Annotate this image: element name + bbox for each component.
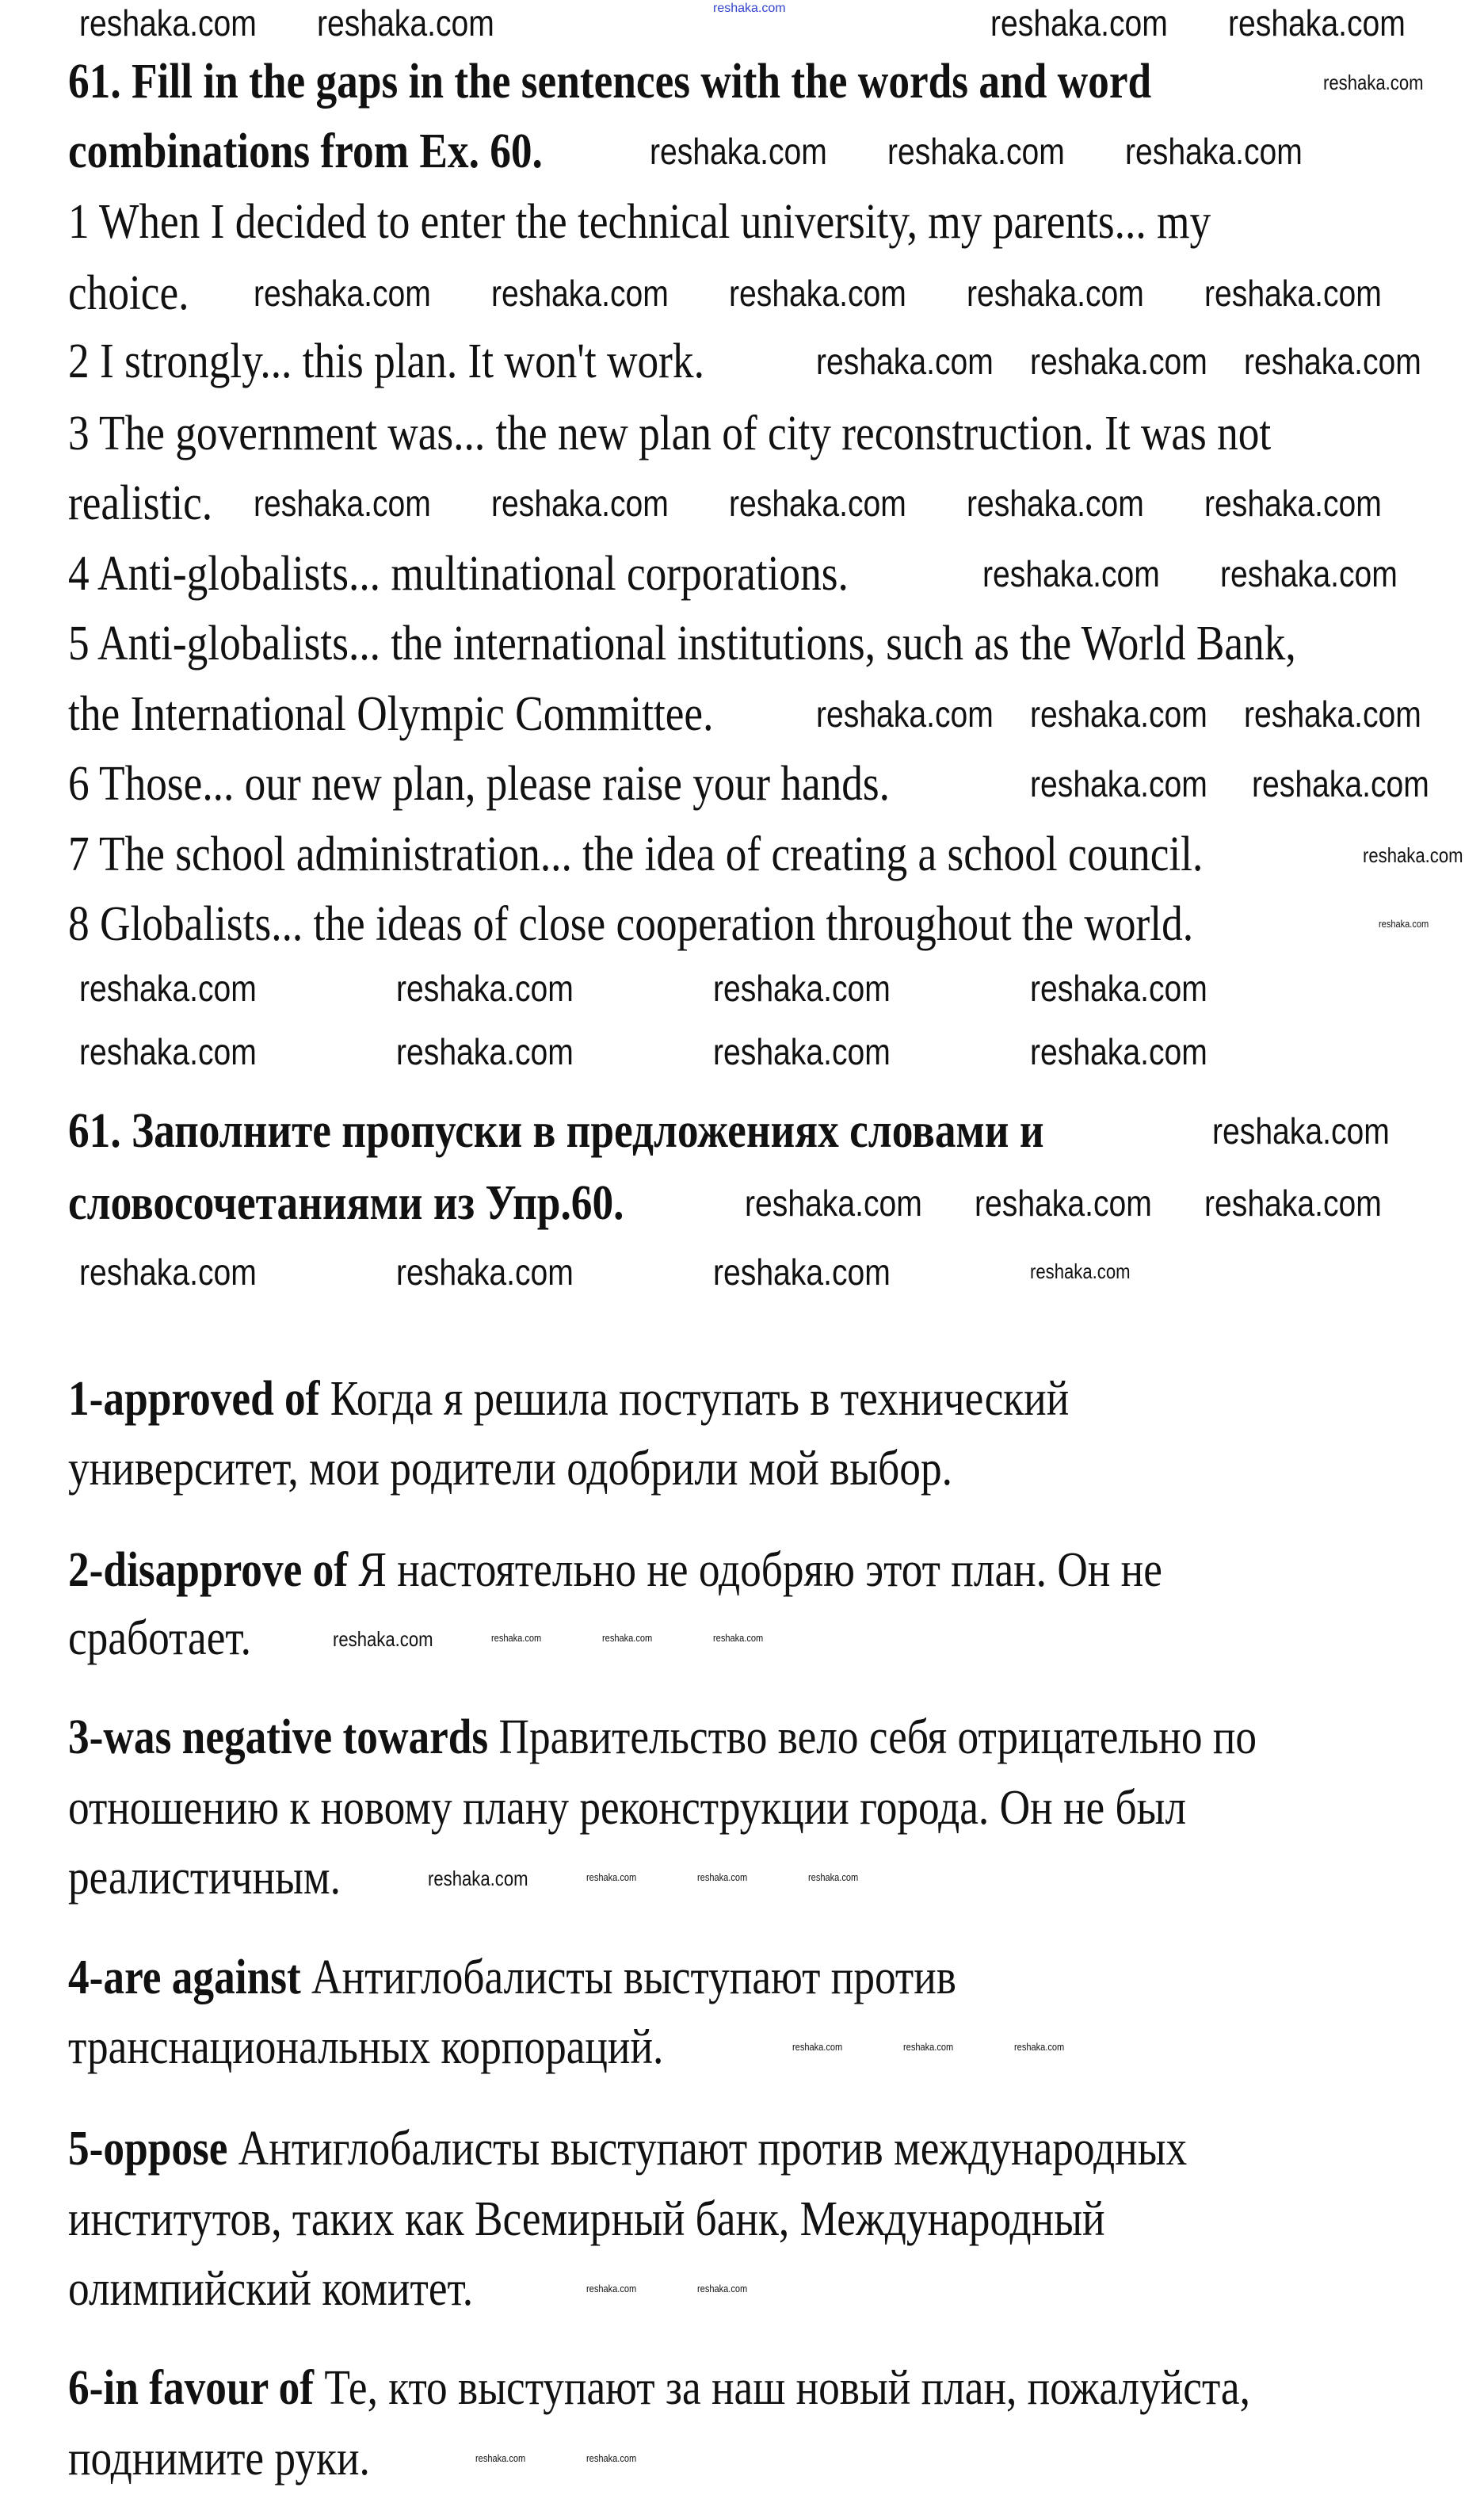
watermark-text: reshaka.com: [729, 483, 906, 524]
watermark-text: reshaka.com: [586, 1871, 637, 1883]
watermark-text: reshaka.com: [602, 1632, 653, 1644]
english-title-cont: combinations from Ex. 60.: [68, 124, 543, 178]
watermark-text: reshaka.com: [816, 694, 994, 735]
watermark-text: reshaka.com: [1228, 2, 1406, 44]
watermark-text: reshaka.com: [1379, 918, 1429, 930]
watermark-text: reshaka.com: [1030, 1259, 1131, 1283]
watermark-text: reshaka.com: [713, 1632, 764, 1644]
watermark-text: reshaka.com: [1030, 341, 1207, 382]
sentence-line: 8 Globalists... the ideas of close cooperation throughout the world.: [68, 897, 1194, 951]
answer-4: [68, 1942, 956, 2013]
watermark-text: reshaka.com: [816, 341, 994, 382]
watermark-text: reshaka.com: [317, 2, 494, 44]
watermark-text: reshaka.com: [254, 273, 431, 314]
answer-key: 3-was negative towards: [68, 1710, 489, 1764]
watermark-text: reshaka.com: [967, 273, 1144, 314]
sentence-line: 7 The school administration... the idea of creating a school council.: [68, 827, 1204, 881]
watermark-text: reshaka.com: [990, 2, 1168, 44]
watermark-text: reshaka.com: [1220, 553, 1398, 594]
watermark-text: reshaka.com: [79, 1031, 257, 1072]
watermark-text: reshaka.com: [808, 1871, 859, 1883]
watermark-text: reshaka.com: [254, 483, 431, 524]
answer-text: реалистичным.: [68, 1851, 341, 1905]
watermark-text: reshaka.com: [1244, 341, 1421, 382]
answer-2: [68, 1534, 1162, 1606]
russian-title: 61. Заполните пропуски в предложениях словами и: [68, 1104, 1044, 1158]
answer-text: Антиглобалисты выступают против международных: [227, 2122, 1188, 2176]
answer-text: отношению к новому плану реконструкции города. Он не был: [68, 1781, 1187, 1835]
watermark-text: reshaka.com: [967, 483, 1144, 524]
answer-3: [68, 1702, 1257, 1773]
watermark-text: reshaka.com: [1030, 763, 1207, 804]
watermark-text: reshaka.com: [475, 2452, 526, 2464]
watermark-text: reshaka.com: [697, 1871, 748, 1883]
answer-key: 4-are against: [68, 1951, 301, 2004]
answer-text: Я настоятельно не одобряю этот план. Он не: [348, 1543, 1162, 1597]
sentence-line: 1 When I decided to enter the technical university, my parents... my: [68, 195, 1211, 249]
answer-text: сработает.: [68, 1611, 251, 1665]
answer-key: 5-oppose: [68, 2122, 228, 2176]
watermark-text: reshaka.com: [1204, 1183, 1382, 1224]
watermark-text: reshaka.com: [79, 1251, 257, 1293]
sentence-line: 6 Those... our new plan, please raise your hands.: [68, 757, 891, 811]
sentence-line: the International Olympic Committee.: [68, 687, 714, 741]
answer-1: [68, 1363, 1069, 1435]
watermark-text: reshaka.com: [491, 273, 669, 314]
answer-text: олимпийский комитет.: [68, 2262, 474, 2316]
sentence-line: 2 I strongly... this plan. It won't work.: [68, 334, 704, 388]
watermark-text: reshaka.com: [396, 1251, 574, 1293]
watermark-text: reshaka.com: [1323, 71, 1424, 94]
watermark-text: reshaka.com: [745, 1183, 922, 1224]
watermark-text: reshaka.com: [1204, 483, 1382, 524]
sentence-line: 3 The government was... the new plan of city reconstruction. It was not: [68, 407, 1272, 460]
watermark-text: reshaka.com: [975, 1183, 1152, 1224]
watermark-text: reshaka.com: [1212, 1110, 1390, 1152]
watermark-text: reshaka.com: [713, 968, 891, 1009]
answer-key: 2-disapprove of: [68, 1543, 349, 1597]
watermark-text: reshaka.com: [1030, 1031, 1207, 1072]
watermark-text: reshaka.com: [650, 131, 827, 172]
watermark-text: reshaka.com: [887, 131, 1065, 172]
sentence-line: choice.: [68, 266, 189, 320]
watermark-text: reshaka.com: [1204, 273, 1382, 314]
answer-text: поднимите руки.: [68, 2432, 370, 2486]
watermark-text: reshaka.com: [1244, 694, 1421, 735]
watermark-text: reshaka.com: [982, 553, 1160, 594]
watermark-text: reshaka.com: [729, 273, 906, 314]
answer-text: транснациональных корпораций.: [68, 2020, 664, 2074]
watermark-text: reshaka.com: [491, 1632, 542, 1644]
watermark-text: reshaka.com: [79, 2, 257, 44]
watermark-text: reshaka.com: [792, 2041, 843, 2053]
watermark-text: reshaka.com: [713, 1031, 891, 1072]
watermark-text: reshaka.com: [1030, 694, 1207, 735]
answer-text: институтов, таких как Всемирный банк, Международный: [68, 2192, 1105, 2246]
watermark-text: reshaka.com: [586, 2452, 637, 2464]
watermark-text: reshaka.com: [1252, 763, 1429, 804]
header-watermark: reshaka.com: [713, 2, 786, 15]
watermark-text: reshaka.com: [491, 483, 669, 524]
answer-key: 6-in favour of: [68, 2361, 315, 2415]
answer-text: Те, кто выступают за наш новый план, пожалуйста,: [314, 2361, 1250, 2415]
sentence-line: 4 Anti-globalists... multinational corporations.: [68, 547, 849, 601]
watermark-text: reshaka.com: [713, 1251, 891, 1293]
answer-text: Антиглобалисты выступают против: [300, 1951, 956, 2004]
watermark-text: reshaka.com: [1363, 843, 1463, 867]
answer-5: [68, 2113, 1187, 2184]
answer-text: Когда я решила поступать в технический: [319, 1372, 1070, 1426]
watermark-text: reshaka.com: [1125, 131, 1303, 172]
watermark-text: reshaka.com: [903, 2041, 954, 2053]
watermark-text: reshaka.com: [697, 2283, 748, 2294]
answer-key: 1-approved of: [68, 1372, 320, 1426]
watermark-text: reshaka.com: [586, 2283, 637, 2294]
watermark-text: reshaka.com: [396, 1031, 574, 1072]
answer-text: университет, мои родители одобрили мой выбор.: [68, 1442, 952, 1496]
watermark-text: reshaka.com: [333, 1627, 433, 1651]
watermark-text: reshaka.com: [396, 968, 574, 1009]
answer-text: Правительство вело себя отрицательно по: [488, 1710, 1257, 1764]
watermark-text: reshaka.com: [79, 968, 257, 1009]
answer-6: [68, 2352, 1250, 2424]
english-title: 61. Fill in the gaps in the sentences with the words and word: [68, 55, 1152, 109]
watermark-text: reshaka.com: [1030, 968, 1207, 1009]
russian-title-cont: словосочетаниями из Упр.60.: [68, 1176, 624, 1230]
sentence-line: realistic.: [68, 476, 213, 530]
watermark-text: reshaka.com: [1014, 2041, 1065, 2053]
watermark-text: reshaka.com: [428, 1867, 528, 1890]
sentence-line: 5 Anti-globalists... the international institutions, such as the World Bank,: [68, 617, 1296, 671]
